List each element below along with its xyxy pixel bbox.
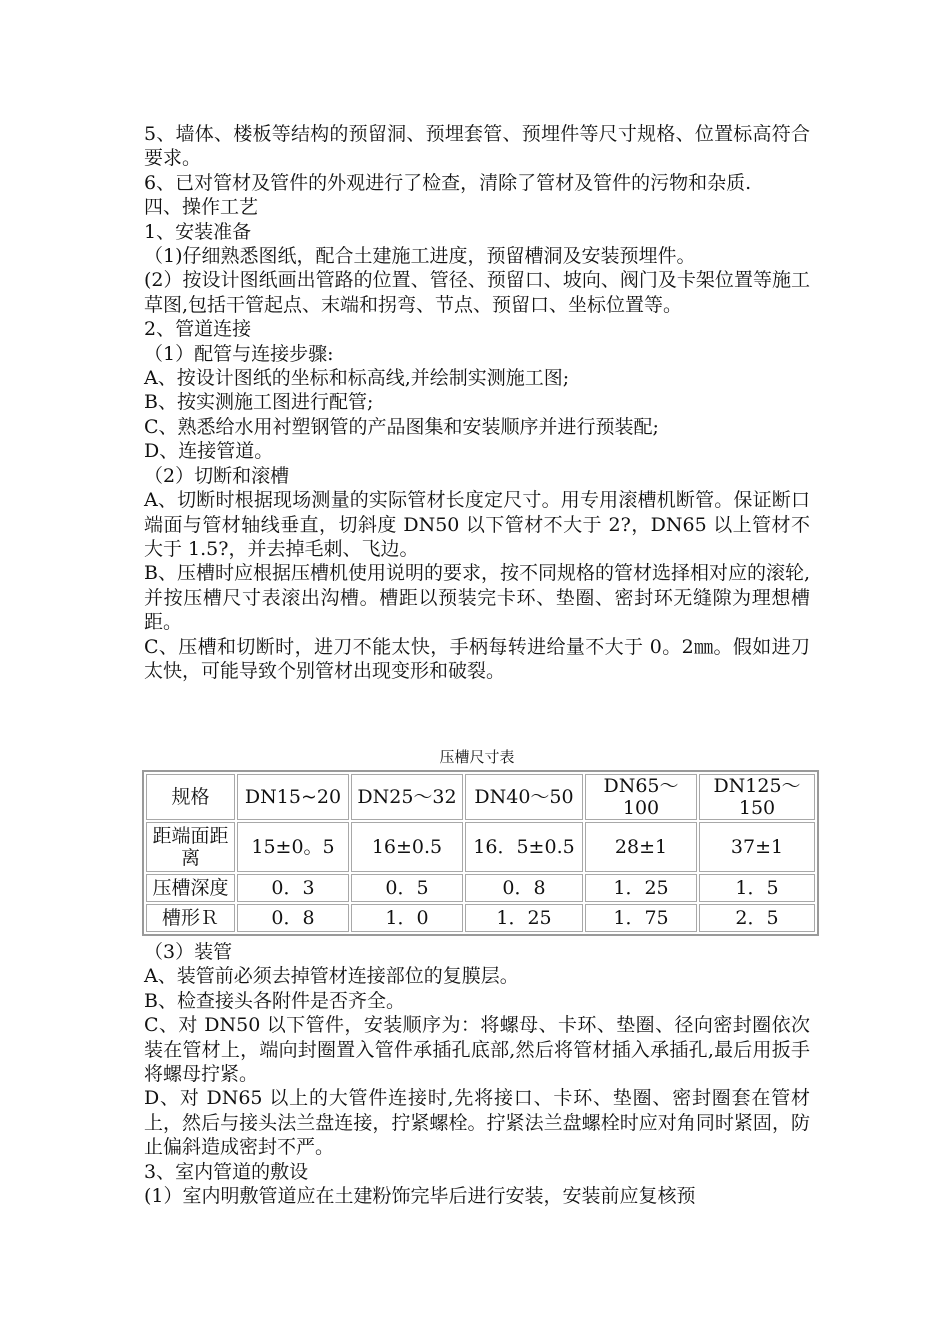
text-block-top — [144, 122, 810, 683]
table-header-cell: DN25～32 — [351, 774, 463, 820]
paragraph: A、装管前必须去掉管材连接部位的复膜层。 — [144, 965, 519, 988]
table-header-cell: DN65～100 — [585, 774, 697, 820]
paragraph: A、切断时根据现场测量的实际管材长度定尺寸。用专用滚槽机断管。保证断口端面与管材轴线垂直，切斜度 DN50 以下管材不大于 2?，DN65 以上管材不大于 1.5?，并去掉毛刺、飞边。 — [144, 489, 810, 560]
table-header-cell: DN125～150 — [699, 774, 815, 820]
text-block-bottom — [144, 940, 810, 1208]
section-heading: 四、操作工艺 — [144, 196, 259, 219]
paragraph: （1)仔细熟悉图纸，配合土建施工进度，预留槽洞及安装预埋件。 — [144, 245, 696, 268]
paragraph: B、压槽时应根据压槽机使用说明的要求，按不同规格的管材选择相对应的滚轮,并按压槽尺寸表滚出沟槽。槽距以预装完卡环、垫圈、密封环无缝隙为理想槽距。 — [144, 562, 811, 634]
table-row-label: 槽形Ｒ — [146, 904, 235, 932]
table-cell: 1．75 — [585, 904, 697, 932]
table-cell: 15±0。5 — [237, 822, 349, 872]
table-row — [146, 822, 815, 872]
paragraph: 6、已对管材及管件的外观进行了检查，清除了管材及管件的污物和杂质. — [144, 171, 752, 194]
table-cell: 0．3 — [237, 874, 349, 902]
table-row-label: 距端面距离 — [146, 822, 235, 872]
table-header-cell: 规格 — [146, 774, 235, 820]
subsection-heading: 1、安装准备 — [144, 220, 252, 243]
table-cell: 0．8 — [465, 874, 583, 902]
paragraph: D、对 DN65 以上的大管件连接时,先将接口、卡环、垫圈、密封圈套在管材上，然后与接头法兰盘连接，拧紧螺栓。拧紧法兰盘螺栓时应对角同时紧固，防止偏斜造成密封不严。 — [144, 1087, 810, 1159]
table-header-row — [146, 774, 815, 820]
paragraph: C、压槽和切断时，进刀不能太快，手柄每转进给量不大于 0。2㎜。假如进刀太快，可能导致个别管材出现变形和破裂。 — [144, 635, 810, 682]
table-cell: 37±1 — [699, 822, 815, 872]
table-caption: 压槽尺寸表 — [439, 748, 515, 766]
table-cell: 1．25 — [585, 874, 697, 902]
table-row — [146, 904, 815, 932]
subsection-heading: 2、管道连接 — [144, 318, 252, 341]
table-cell: 0．8 — [237, 904, 349, 932]
table-cell: 2．5 — [699, 904, 815, 932]
table-header-cell: DN15~20 — [237, 774, 349, 820]
table-row-label: 压槽深度 — [146, 874, 235, 902]
paragraph: 5、墙体、楼板等结构的预留洞、预埋套管、预埋件等尺寸规格、位置标高符合要求。 — [144, 123, 810, 170]
paragraph: （2）切断和滚槽 — [144, 464, 290, 487]
paragraph: D、连接管道。 — [144, 440, 274, 463]
subsection-heading: 3、室内管道的敷设 — [144, 1160, 309, 1183]
paragraph: C、对 DN50 以下管件，安装顺序为：将螺母、卡环、垫圈、径向密封圈依次装在管材上，端向封圈置入管件承插孔底部,然后将管材插入承插孔,最后用扳手将螺母拧紧。 — [144, 1014, 810, 1086]
table-cell: 0．5 — [351, 874, 463, 902]
paragraph: (1）室内明敷管道应在土建粉饰完毕后进行安装，安装前应复核预 — [144, 1185, 696, 1208]
groove-dimension-table — [142, 770, 819, 936]
subsection-heading: （3）装管 — [144, 941, 233, 963]
paragraph: （1）配管与连接步骤: — [144, 342, 334, 365]
table-cell: 16．5±0.5 — [465, 822, 583, 872]
table-cell: 28±1 — [585, 822, 697, 872]
table-cell: 16±0.5 — [351, 822, 463, 872]
paragraph: B、按实测施工图进行配管; — [144, 391, 374, 414]
paragraph: B、检查接头各附件是否齐全。 — [144, 989, 405, 1012]
table-cell: 1．0 — [351, 904, 463, 932]
paragraph: C、熟悉给水用衬塑钢管的产品图集和安装顺序并进行预装配; — [144, 415, 659, 438]
table-cell: 1．25 — [465, 904, 583, 932]
table-row — [146, 874, 815, 902]
table-cell: 1．5 — [699, 874, 815, 902]
paragraph: (2）按设计图纸画出管路的位置、管径、预留口、坡向、阀门及卡架位置等施工草图,包括干管起点、末端和拐弯、节点、预留口、坐标位置等。 — [144, 269, 810, 316]
table-header-cell: DN40～50 — [465, 774, 583, 820]
paragraph: A、按设计图纸的坐标和标高线,并绘制实测施工图; — [144, 367, 570, 390]
